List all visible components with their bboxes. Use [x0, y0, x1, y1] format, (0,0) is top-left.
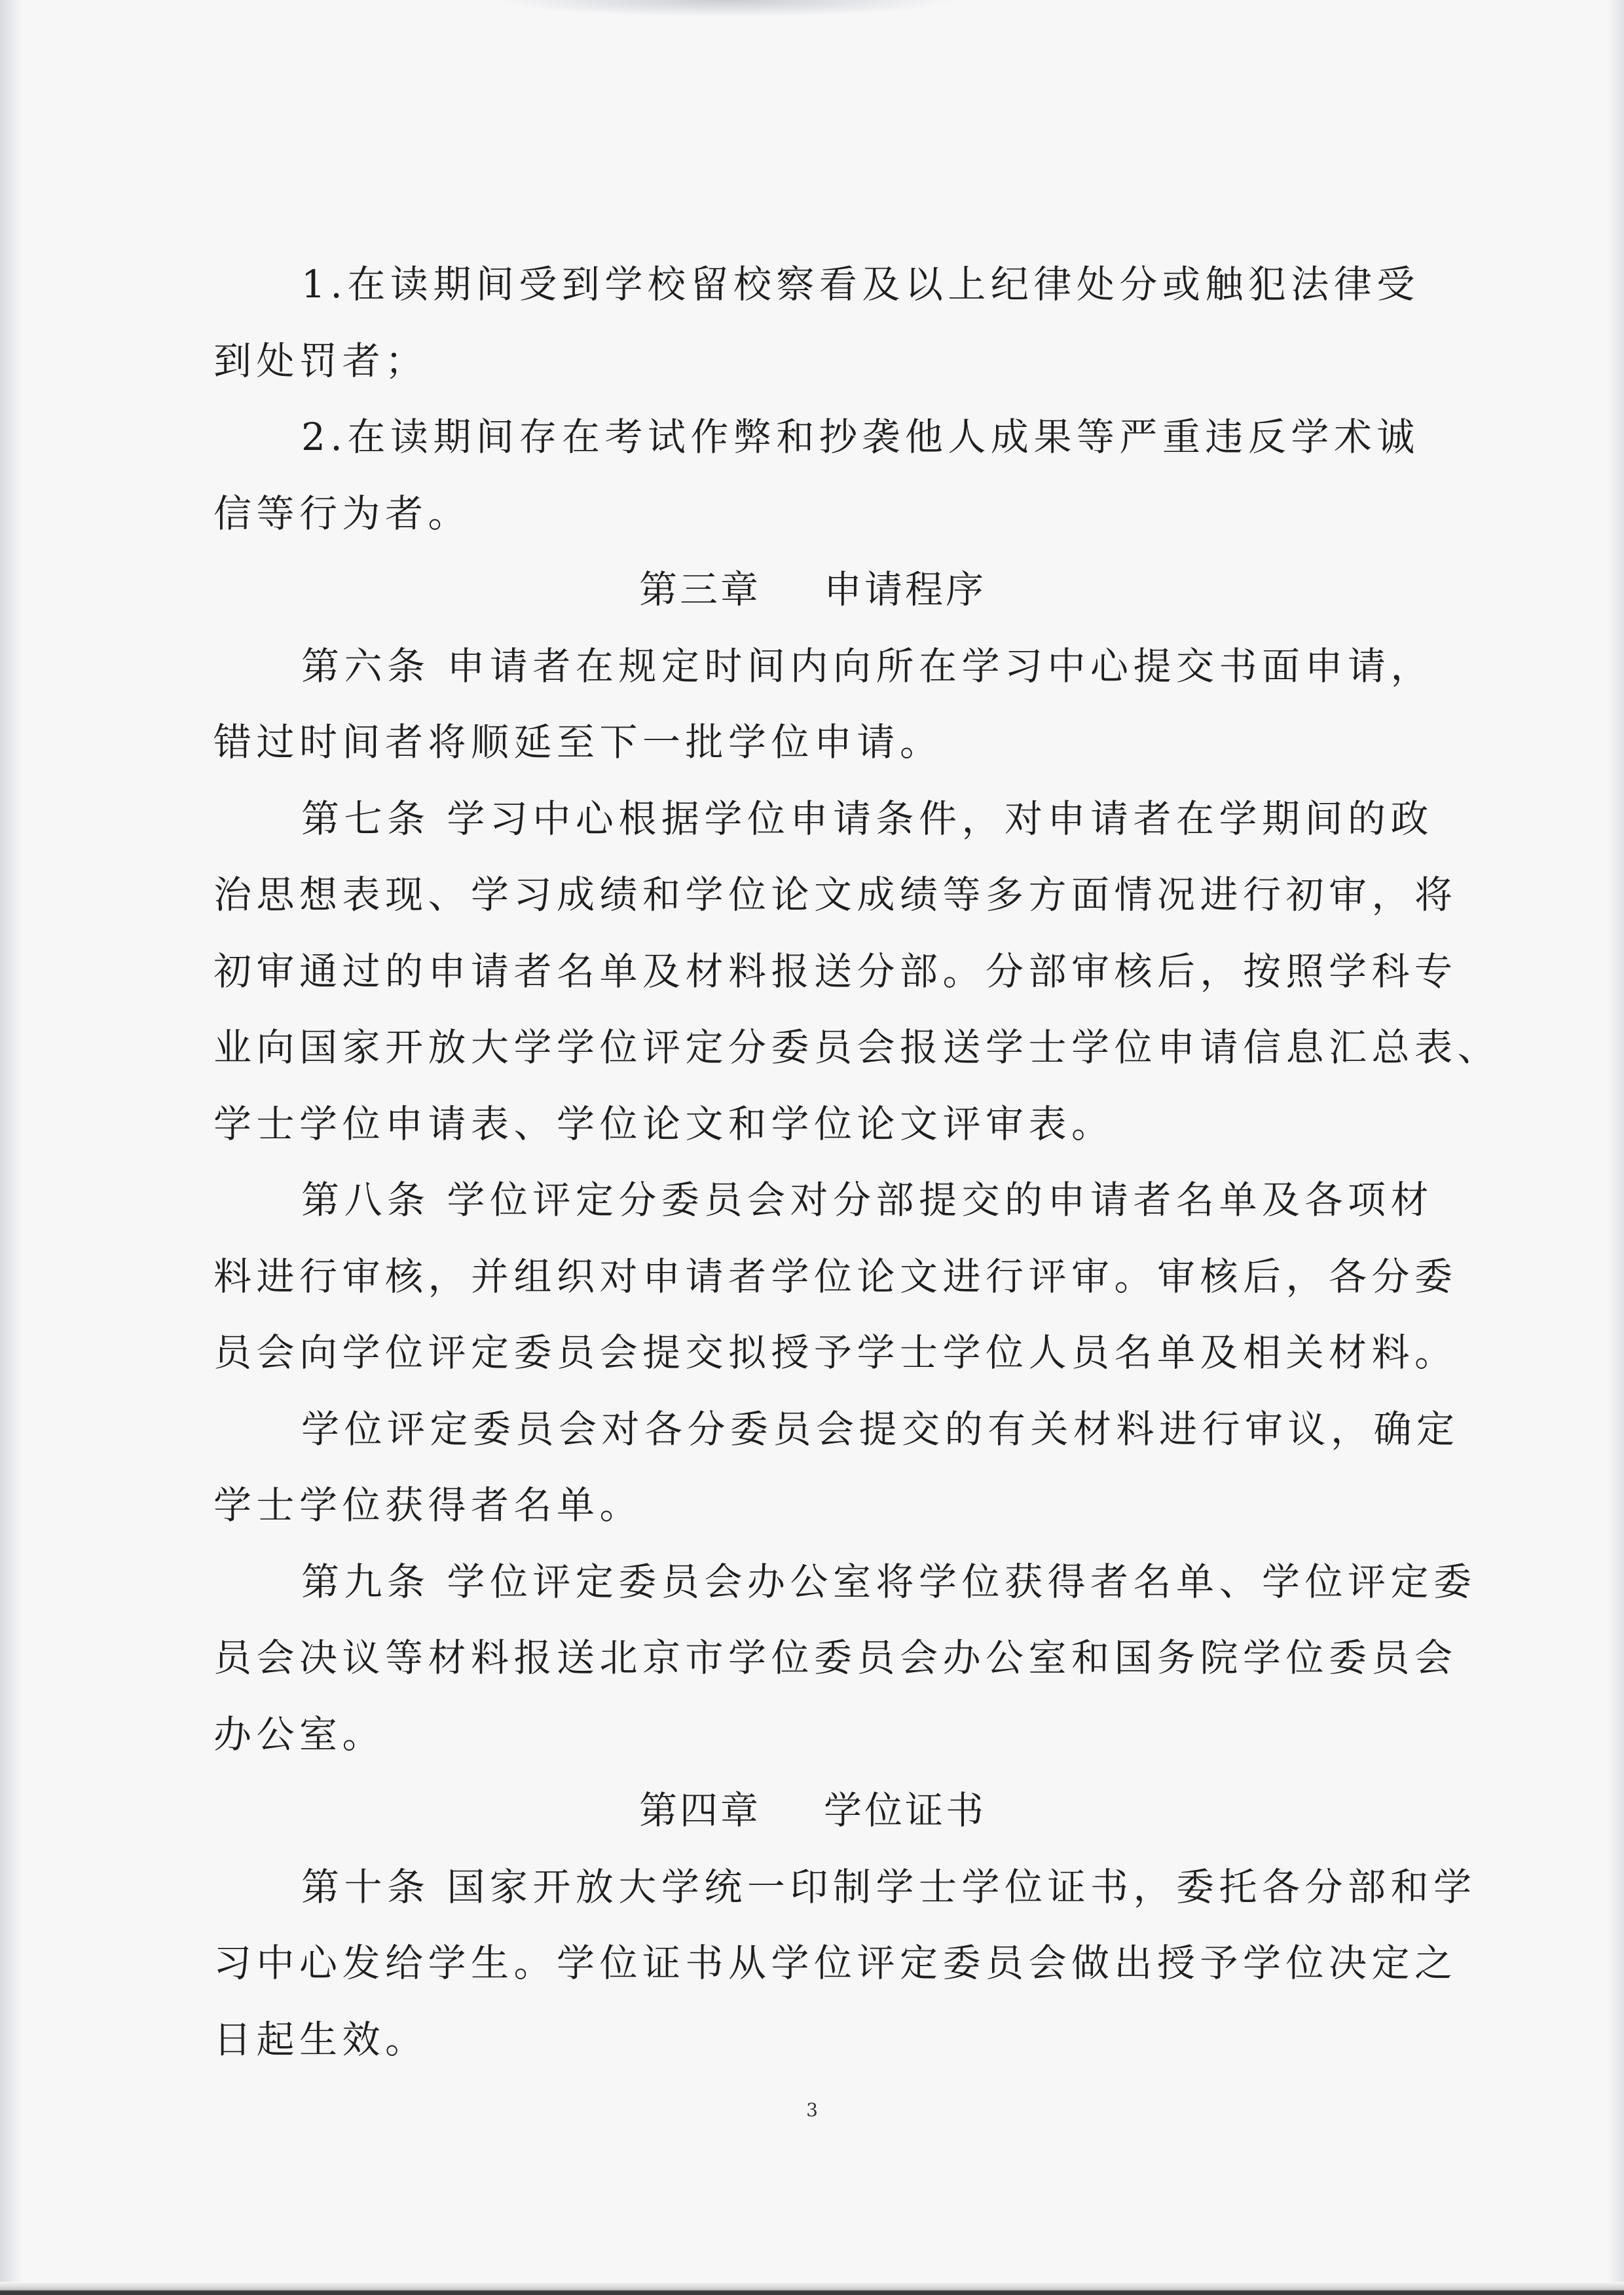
item-1-line-2: 到处罚者；	[213, 338, 428, 383]
article-7-line-2: 治思想表现、学习成绩和学位论文成绩等多方面情况进行初审，将	[213, 872, 1458, 917]
item-2-line-1: 2.在读期间存在考试作弊和抄袭他人成果等严重违反学术诚	[301, 415, 1420, 459]
article-8-line-1: 第八条 学位评定分委员会对分部提交的申请者名单及各项材	[301, 1178, 1433, 1222]
chapter-4-title: 学位证书	[824, 1788, 987, 1833]
scan-edge-bottom	[0, 2282, 1624, 2295]
scan-edge-right	[1607, 0, 1624, 2295]
article-10-line-1: 第十条 国家开放大学统一印制学士学位证书，委托各分部和学	[301, 1864, 1477, 1909]
article-8-line-3: 员会向学位评定委员会提交拟授予学士学位人员名单及相关材料。	[213, 1330, 1458, 1375]
article-7-line-3: 初审通过的申请者名单及材料报送分部。分部审核后，按照学科专	[213, 948, 1458, 994]
chapter-4-heading	[213, 1772, 1412, 1849]
article-9-line-2: 员会决议等材料报送北京市学位委员会办公室和国务院学位委员会	[213, 1635, 1458, 1680]
article-8-para-2-line-2: 学士学位获得者名单。	[213, 1483, 643, 1527]
article-9-line-1: 第九条 学位评定委员会办公室将学位获得者名单、学位评定委	[301, 1559, 1477, 1604]
article-8-line-2: 料进行审核，并组织对申请者学位论文进行评审。审核后，各分委	[213, 1254, 1458, 1299]
chapter-4-number: 第四章	[638, 1788, 761, 1833]
scan-edge-left	[0, 0, 22, 2295]
item-2-line-2: 信等行为者。	[213, 491, 471, 536]
article-10-line-3: 日起生效。	[213, 2017, 428, 2062]
article-6-line-2: 错过时间者将顺延至下一批学位申请。	[213, 720, 943, 764]
chapter-3-heading	[213, 551, 1412, 628]
item-1-line-1: 1.在读期间受到学校留校察看及以上纪律处分或触犯法律受	[301, 262, 1420, 307]
article-7-line-4: 业向国家开放大学学位评定分委员会报送学士学位申请信息汇总表、	[213, 1025, 1501, 1070]
chapter-3-title: 申请程序	[824, 567, 987, 612]
article-10-line-2: 习中心发给学生。学位证书从学位评定委员会做出授予学位决定之	[213, 1941, 1458, 1985]
scan-edge-top	[498, 0, 956, 17]
article-7-line-5: 学士学位申请表、学位论文和学位论文评审表。	[213, 1101, 1115, 1146]
page-number: 3	[806, 2099, 818, 2121]
article-6-line-1: 第六条 申请者在规定时间内向所在学习中心提交书面申请，	[301, 643, 1433, 688]
article-8-para-2-line-1: 学位评定委员会对各分委员会提交的有关材料进行审议，确定	[301, 1406, 1460, 1451]
article-9-line-3: 办公室。	[213, 1711, 386, 1757]
article-7-line-1: 第七条 学习中心根据学位申请条件，对申请者在学期间的政	[301, 796, 1433, 841]
chapter-3-number: 第三章	[638, 567, 761, 612]
document-body	[213, 246, 1501, 2078]
